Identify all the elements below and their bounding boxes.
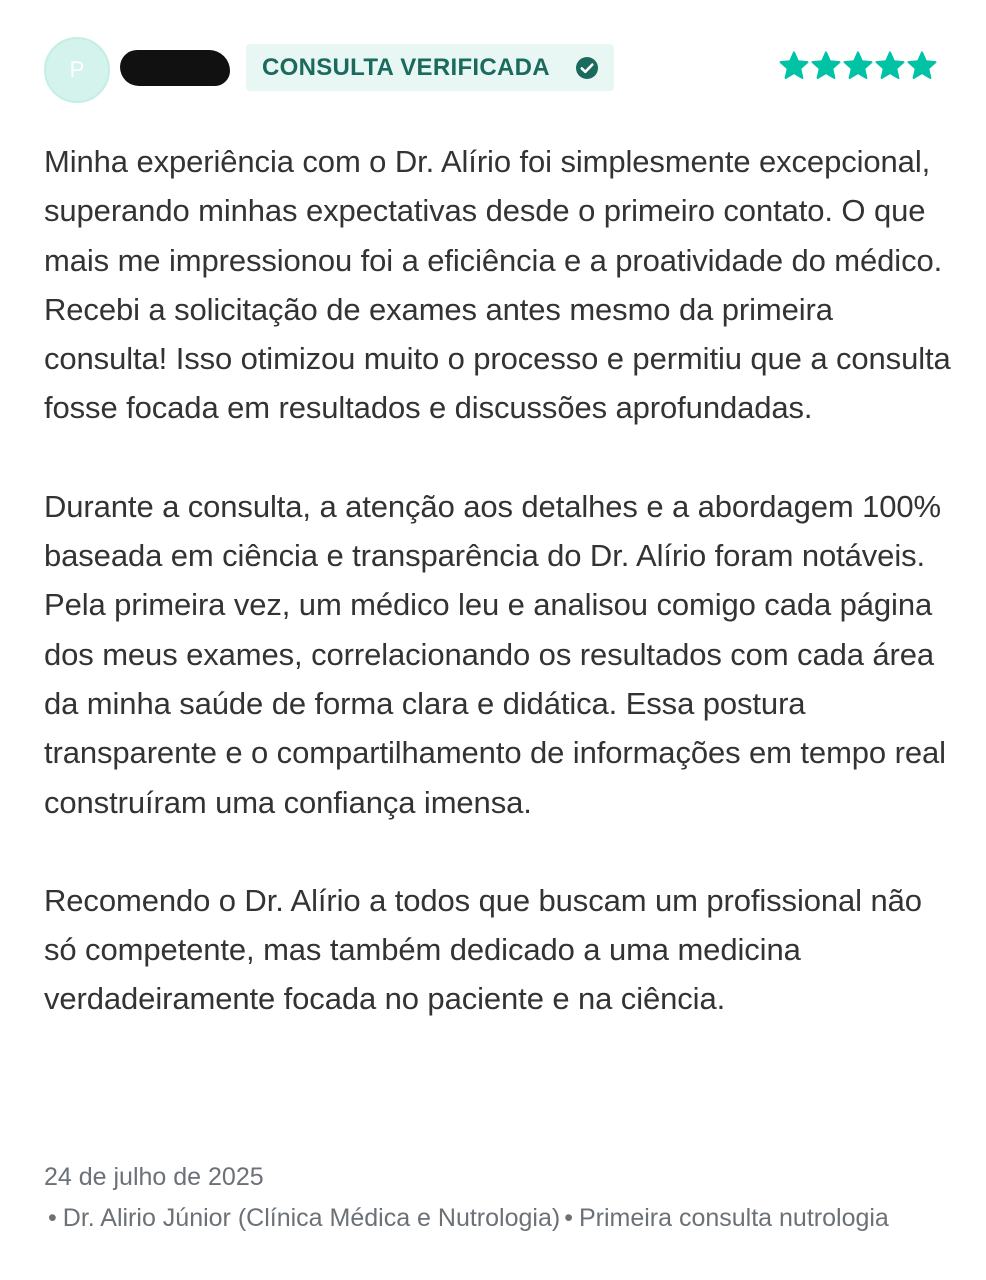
verified-badge-label: CONSULTA VERIFICADA [262,53,550,81]
star-rating [778,50,940,84]
separator-dot: • [48,1204,57,1232]
separator-dot: • [564,1204,573,1232]
review-paragraph: Durante a consulta, a atenção aos detalhes e a abordagem 100% baseada em ciência e transparência do Dr. Alírio foram notáveis. Pela primeira vez, um médico leu e analisou comigo cada página dos meus exames, correlacionando os resultados com cada área da minha saúde de forma clara e didática. Essa postura transparente e o compartilhamento de informações em tempo real construíram uma confiança imensa. [44,488,946,820]
check-circle-icon [575,56,599,80]
review-details [44,1198,954,1239]
review-paragraph: Recomendo o Dr. Alírio a todos que buscam um profissional não só competente, mas também dedicado a uma medicina verdadeiramente focada no paciente e na ciência. [44,882,922,1017]
reviewer-name-redaction [120,50,230,86]
verified-badge [246,44,614,91]
review-header [0,0,986,110]
star-icon [874,50,906,82]
doctor-name: Dr. Alirio Júnior (Clínica Médica e Nutrologia) [62,1204,561,1232]
star-icon [810,50,842,82]
avatar [44,37,110,103]
star-icon [906,50,938,82]
star-icon [842,50,874,82]
review-body [44,137,954,1024]
service-name: Primeira consulta nutrologia [578,1204,889,1232]
review-date: 24 de julho de 2025 [44,1163,264,1191]
avatar-initial: P [69,57,85,82]
review-meta [44,1157,954,1239]
star-icon [778,50,810,82]
review-paragraph: Minha experiência com o Dr. Alírio foi simplesmente excepcional, superando minhas expectativas desde o primeiro contato. O que mais me impressionou foi a eficiência e a proatividade do médico. Recebi a solicitação de exames antes mesmo da primeira consulta! Isso otimizou muito o processo e permitiu que a consulta fosse focada em resultados e discussões aprofundadas. [44,144,951,426]
